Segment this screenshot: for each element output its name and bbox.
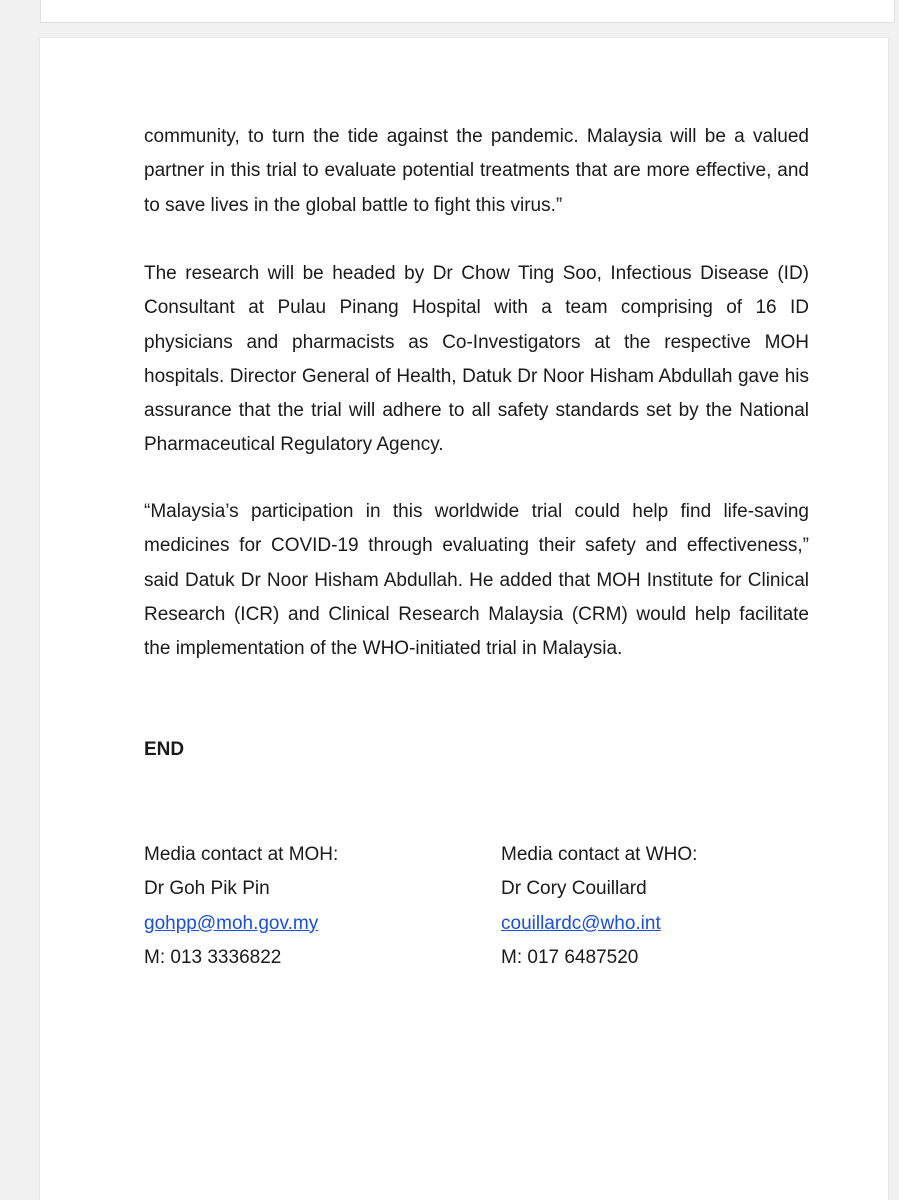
end-label: END [144, 739, 185, 760]
document-page[interactable] [40, 38, 888, 1200]
contact-name: Dr Cory Couillard [501, 878, 647, 900]
contact-heading: Media contact at MOH: [144, 844, 339, 865]
contact-email-link[interactable]: couillardc@who.int [501, 912, 661, 934]
previous-page-edge [40, 0, 895, 23]
contact-email-link[interactable]: gohpp@moh.gov.my [144, 912, 319, 934]
contact-phone: M: 013 3336822 [144, 946, 282, 968]
media-contact-who [501, 838, 831, 975]
contact-phone: M: 017 6487520 [501, 946, 639, 968]
media-contact-moh [144, 838, 474, 975]
contact-heading: Media contact at WHO: [501, 844, 698, 865]
paragraph-quote-continuation: community, to turn the tide against the pandemic. Malaysia will be a valued partner in this trial to evaluate potential treatments that are more effective, and to save lives in the global battle to fight this virus.” [144, 126, 809, 216]
paragraph-research-lead: The research will be headed by Dr Chow Ting Soo, Infectious Disease (ID) Consultant at Pulau Pinang Hospital with a team comprising of 16 ID physicians and pharmacists as Co-Investigators at the respective MOH hospitals. Director General of Health, Datuk Dr Noor Hisham Abdullah gave his assurance that the trial will adhere to all safety standards set by the National Pharmaceutical Regulatory Agency. [144, 263, 809, 456]
paragraph-dg-statement: “Malaysia’s participation in this worldwide trial could help find life-saving medicines for COVID-19 through evaluating their safety and effectiveness,” said Datuk Dr Noor Hisham Abdullah. He added that MOH Institute for Clinical Research (ICR) and Clinical Research Malaysia (CRM) would help facilitate the implementation of the WHO-initiated trial in Malaysia. [144, 501, 809, 660]
contact-name: Dr Goh Pik Pin [144, 878, 270, 900]
